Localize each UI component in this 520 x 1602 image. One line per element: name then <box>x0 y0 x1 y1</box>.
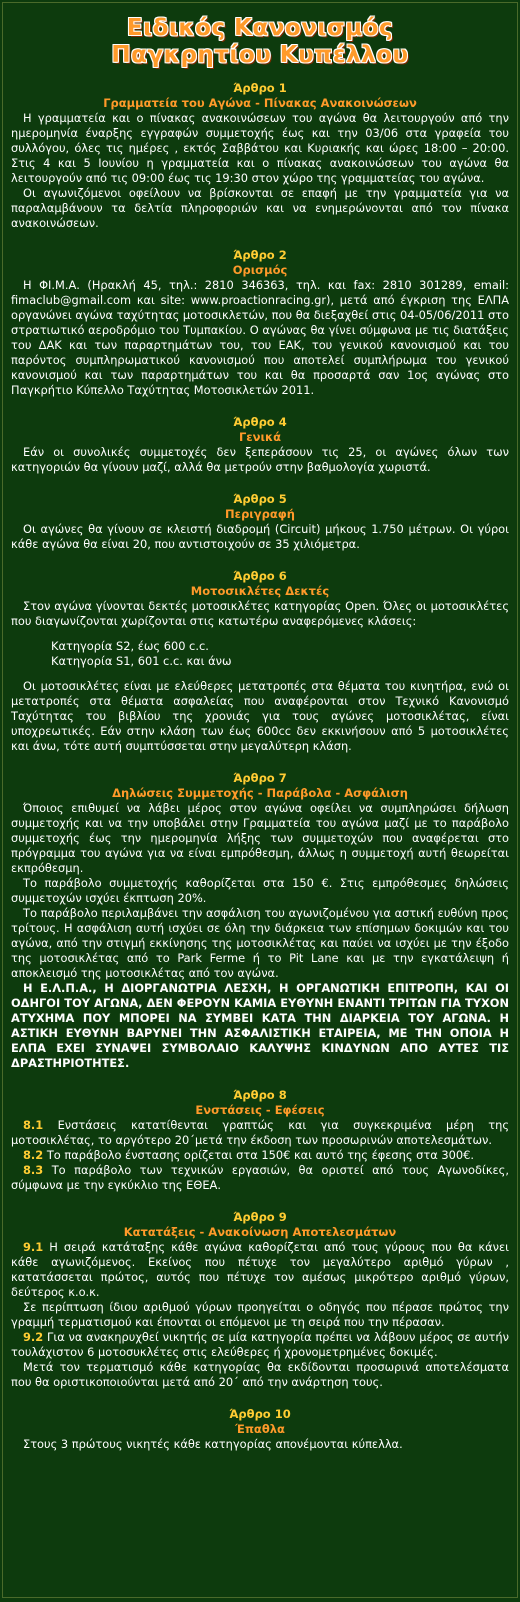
article-title: Περιγραφή <box>225 507 295 521</box>
item-text: Η σειρά κατάταξης κάθε αγώνα καθορίζεται από τους γύρους που θα κάνει κάθε αγωνιζόμενος. Εκείνος που πέτυχε τον μεγαλύτερο αριθμό γύρων , κατατάσσεται πρώτος, αυτός που πέτυχε τον αμέσως μικρότερο αριθμό γύρων, δεύτερος κ.ο.κ. <box>11 1240 509 1299</box>
category-list <box>11 639 509 669</box>
article-8 <box>11 1088 509 1193</box>
item-number: 8.2 <box>23 1148 44 1162</box>
category-item: Κατηγορία S1, 601 c.c. και άνω <box>51 654 232 668</box>
article-item <box>11 1360 509 1390</box>
article-item <box>11 1240 509 1300</box>
article-title: Έπαθλα <box>235 1422 285 1436</box>
item-number: 9.2 <box>23 1330 44 1344</box>
regulation-page <box>2 2 518 1598</box>
article-title: Γραμματεία του Αγώνα - Πίνακας Ανακοινώσεων <box>103 96 417 110</box>
article-number: Άρθρο 2 <box>233 248 287 262</box>
item-text: Μετά τον τερματισμό κάθε κατηγορίας θα εκδίδονται προσωρινά αποτελέσματα που θα οριστικοποιούνται μετά από 20΄ από την ανάρτηση τους. <box>11 1360 509 1389</box>
item-text: Για να ανακηρυχθεί νικητής σε μία κατηγορία πρέπει να λάβουν μέρος σε αυτήν τουλάχιστον 6 μοτοσυκλέτες στις ελεύθερες ή χρονομετρημένες δοκιμές. <box>11 1330 510 1359</box>
article-item <box>11 1118 509 1148</box>
liability-disclaimer: Η Ε.Λ.Π.Α., Η ΔΙΟΡΓΑΝΩΤΡΙΑ ΛΕΣΧΗ, Η ΟΡΓΑΝΩΤΙΚΗ ΕΠΙΤΡΟΠΗ, ΚΑΙ ΟΙ ΟΔΗΓΟΙ ΤΟΥ ΑΓΩΝΑ, ΔΕΝ ΦΕΡΟΥΝ ΚΑΜΙΑ ΕΥΘΥΝΗ ΕΝΑΝΤΙ ΤΡΙΤΩΝ ΓΙΑ ΤΥΧΟΝ ΑΤΥΧΗΜΑ ΠΟΥ ΜΠΟΡΕΙ ΝΑ ΣΥΜΒΕΙ ΚΑΤΑ ΤΗΝ ΔΙΑΡΚΕΙΑ ΤΟΥ ΑΓΩΝΑ. Η ΑΣΤΙΚΗ ΕΥΘΥΝΗ ΒΑΡΥΝΕΙ ΤΗΝ ΑΣΦΑΛΙΣΤΙΚΗ ΕΤΑΙΡΕΙΑ, ΜΕ ΤΗΝ ΟΠΟΙΑ Η ΕΛΠΑ ΕΧΕΙ ΣΥΝΑΨΕΙ ΣΥΜΒΟΛΑΙΟ ΚΑΛΥΨΗΣ ΚΙΝΔΥΝΩΝ ΑΠΟ ΑΥΤΕΣ ΤΙΣ ΔΡΑΣΤΗΡΙΟΤΗΤΕΣ. <box>11 981 509 1070</box>
article-paragraph: Στους 3 πρώτους νικητές κάθε κατηγορίας απονέμονται κύπελλα. <box>23 1437 403 1451</box>
article-item <box>11 1148 509 1163</box>
article-4 <box>11 415 509 475</box>
article-7 <box>11 771 509 1071</box>
item-text: Ενστάσεις κατατίθενται γραπτώς και για συγκεκριμένα μέρη της μοτοσικλέτας, το αργότερο 20΄μετά την έκδοση των προσωρινών αποτελεσμάτων. <box>11 1118 510 1147</box>
article-title: Γενικά <box>238 430 282 444</box>
article-number: Άρθρο 9 <box>233 1210 287 1224</box>
article-paragraph: Το παράβολο περιλαμβάνει την ασφάλιση του αγωνιζομένου για αστική ευθύνη προς τρίτους. Η ασφάλιση αυτή ισχύει σε όλη την διάρκεια των επίσημων δοκιμών και του αγώνα, από την στιγμή εκκίνησης της μοτοσικλέτας και παύει να ισχύει με την έξοδο της μοτοσικλέτας από το Park Ferme ή το Pit Lane και με την εγκατάλειψη ή αποκλεισμό της μοτοσικλέτας από τον αγώνα. <box>11 906 509 980</box>
article-title: Μοτοσικλέτες Δεκτές <box>190 584 330 598</box>
article-item <box>11 1330 509 1360</box>
article-number: Άρθρο 6 <box>233 569 287 583</box>
category-item: Κατηγορία S2, έως 600 c.c. <box>51 639 209 653</box>
article-1 <box>11 81 509 231</box>
article-paragraph: Όποιος επιθυμεί να λάβει μέρος στον αγώνα οφείλει να συμπληρώσει δήλωση συμμετοχής και να την υποβάλει στην Γραμματεία του αγώνα μαζί με το παράβολο συμμετοχής έως την ημερομηνία λήξης των συμμετοχών που αναφέρεται στο πρόγραμμα του αγώνα για να είναι εμπρόθεσμη, άλλως η συμμετοχή αυτή θεωρείται εκπρόθεσμη. <box>11 801 509 875</box>
article-paragraph: Το παράβολο συμμετοχής καθορίζεται στα 150 €. Στις εμπρόθεσμες δηλώσεις συμμετοχών ισχύει έκπτωση 20%. <box>11 876 509 905</box>
article-number: Άρθρο 10 <box>229 1407 291 1421</box>
item-text: Σε περίπτωση ίδιου αριθμού γύρων προηγείται ο οδηγός που πέρασε πρώτος την γραμμή τερματισμού και έπονται οι επόμενοι με τη σειρά που την πέρασαν. <box>11 1300 509 1329</box>
article-6 <box>11 569 509 754</box>
article-title: Κατατάξεις - Ανακοίνωση Αποτελεσμάτων <box>123 1225 397 1239</box>
article-paragraph: Οι αγώνες θα γίνουν σε κλειστή διαδρομή (Circuit) μήκους 1.750 μέτρων. Οι γύροι κάθε αγώνα θα είναι 20, που αντιστοιχούν σε 35 χιλιόμετρα. <box>11 522 509 551</box>
item-number: 8.1 <box>23 1118 44 1132</box>
article-9 <box>11 1210 509 1390</box>
item-text: Το παράβολο των τεχνικών εργασιών, θα οριστεί από τους Αγωνοδίκες, σύμφωνα με την εγκύκλιο της ΕΘΕΑ. <box>11 1163 509 1192</box>
item-text: Το παράβολο ένστασης ορίζεται στα 150€ και αυτό της έφεσης στα 300€. <box>46 1148 474 1162</box>
article-paragraph: Οι μοτοσικλέτες είναι με ελεύθερες μετατροπές στα θέματα του κινητήρα, ενώ οι μετατροπές στα θέματα ασφαλείας που αναφέρονται στον Τεχνικό Κανονισμό Ταχύτητας του βιβλίου της χρονιάς για τους αγώνες μοτοσικλέτας, είναι υποχρεωτικές. Εάν στην κλάση των έως 600cc δεν εκκινήσουν από 5 μοτοσικλέτες και άνω, τότε αυτή συμπτύσσεται στην μεγαλύτερη κλάση. <box>11 679 509 753</box>
article-paragraph: Εάν οι συνολικές συμμετοχές δεν ξεπεράσουν τις 25, οι αγώνες όλων των κατηγοριών θα γίνουν μαζί, αλλά θα μετρούν στην βαθμολογία χωριστά. <box>11 445 509 474</box>
article-2 <box>11 248 509 398</box>
page-title-line-2: Παγκρητίου Κυπέλλου <box>111 42 409 68</box>
article-10 <box>11 1407 509 1452</box>
article-number: Άρθρο 7 <box>233 771 287 785</box>
article-number: Άρθρο 4 <box>233 415 287 429</box>
article-title: Ενστάσεις - Εφέσεις <box>195 1103 325 1117</box>
article-number: Άρθρο 5 <box>233 492 287 506</box>
article-paragraph: Στον αγώνα γίνονται δεκτές μοτοσικλέτες κατηγορίας Open. Όλες οι μοτοσικλέτες που διαγωνίζονται χωρίζονται στις κατωτέρω αναφερόμενες κλάσεις: <box>11 599 509 628</box>
item-number: 8.3 <box>23 1163 44 1177</box>
article-paragraph: Οι αγωνιζόμενοι οφείλουν να βρίσκονται σε επαφή με την γραμματεία για να παραλαμβάνουν τα δελτία πληροφοριών και να ενημερώνονται από τον πίνακα ανακοινώσεων. <box>11 186 509 230</box>
article-5 <box>11 492 509 552</box>
page-title <box>3 15 517 69</box>
article-title: Ορισμός <box>232 263 288 277</box>
page-title-line-1: Ειδικός Κανονισμός <box>126 15 394 41</box>
article-title: Δηλώσεις Συμμετοχής - Παράβολα - Ασφάλιση <box>112 786 408 800</box>
article-item <box>11 1163 509 1193</box>
article-paragraph: Η ΦΙ.Μ.Α. (Ηρακλή 45, τηλ.: 2810 346363, τηλ. και fax: 2810 301289, email: fimaclub@gmail.com και site: www.proactionracing.gr), μετά από έγκριση της ΕΛΠΑ οργανώνει αγώνα ταχύτητας μοτοσικλετών, που θα διεξαχθεί στις 04-05/06/2011 στο στρατιωτικό αεροδρόμιο του Τυμπακίου. Ο αγώνας θα γίνει σύμφωνα με τις διατάξεις του ΔΑΚ και των παραρτημάτων του, του ΕΑΚ, του γενικού κανονισμού και του παρόντος συμπληρωματικού κανονισμού που αποτελεί συμπλήρωμα του γενικού κανονισμού και των παραρτημάτων του και θα προσαρτά σαν 1ος αγώνας στο Παγκρήτιο Κύπελλο Ταχύτητας Μοτοσικλετών 2011. <box>11 278 509 397</box>
article-item <box>11 1300 509 1330</box>
article-number: Άρθρο 1 <box>233 81 287 95</box>
item-number: 9.1 <box>23 1240 44 1254</box>
article-number: Άρθρο 8 <box>233 1088 287 1102</box>
article-paragraph: Η γραμματεία και ο πίνακας ανακοινώσεων του αγώνα θα λειτουργούν από την ημερομηνία έναρξης εγγραφών συμμετοχής έως και την 03/06 στα γραφεία του συλλόγου, όλες τις ημέρες , εκτός Σαββάτου και Κυριακής και ώρες 18:00 – 20:00. Στις 4 και 5 Ιουνίου η γραμματεία και ο πίνακας ανακοινώσεων του αγώνα θα λειτουργούν από τις 09:00 έως τις 19:30 στον χώρο της γραμματείας του αγώνα. <box>11 111 509 185</box>
regulation-content <box>3 81 517 1452</box>
